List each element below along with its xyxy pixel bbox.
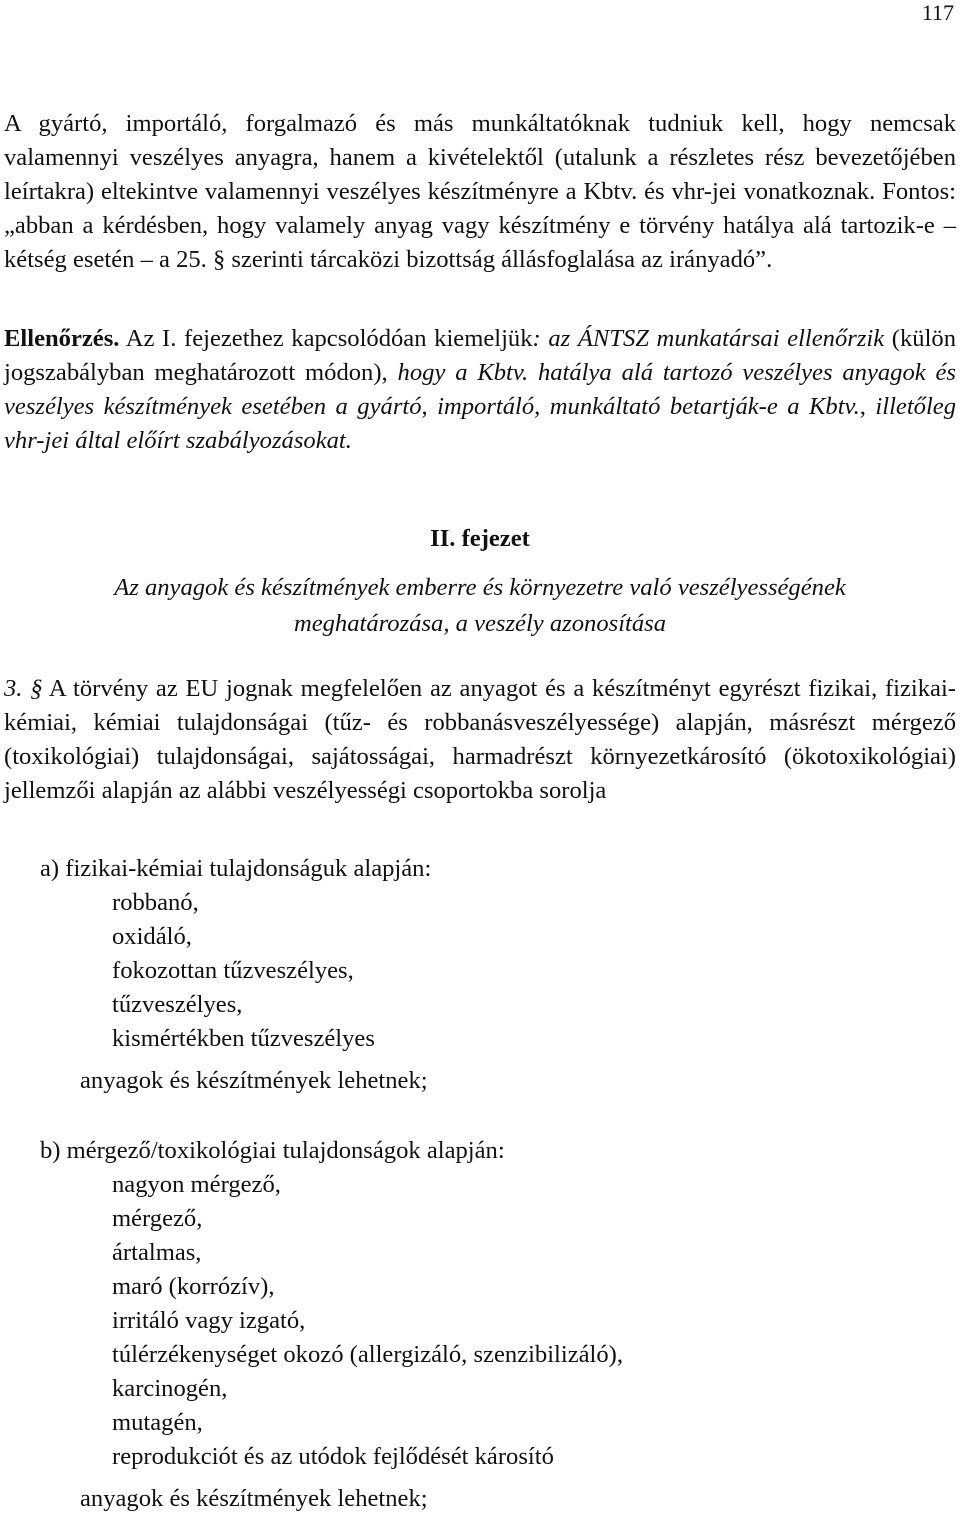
ellenorzes-text-2: (külön jogszabályban meghatározott módon),	[4, 325, 957, 386]
list-a-footer: anyagok és készítmények lehetnek;	[80, 1067, 428, 1094]
list-item: ártalmas,	[112, 1239, 202, 1266]
list-b-heading: b) mérgező/toxikológiai tulajdonságok alapján:	[40, 1137, 505, 1164]
chapter-title: II. fejezet	[430, 525, 530, 552]
list-item: kismértékben tűzveszélyes	[112, 1025, 375, 1052]
list-item: maró (korrózív),	[112, 1273, 275, 1300]
section-3-text: A törvény az EU jognak megfelelően az anyagot és a készítményt egyrészt fizikai, fizikai-kémiai, kémiai tulajdonságai (tűz- és robbanásveszélyessége) alapján, másrészt mérgező (toxikológiai) tulajdonságai, sajátosságai, harmadrészt környezetkárosító (ökotoxikológiai) jellemzői alapján az alábbi veszélyességi csoportokba sorolja	[4, 675, 956, 804]
page-number: 117	[921, 0, 954, 25]
ellenorzes-italic-1: : az ÁNTSZ munkatársai ellenőrzik	[532, 325, 885, 352]
list-item: reprodukciót és az utódok fejlődését károsító	[112, 1443, 554, 1470]
paragraph-intro: A gyártó, importáló, forgalmazó és más munkáltatóknak tudniuk kell, hogy nemcsak valamennyi veszélyes anyagra, hanem a kivételektől (utalunk a részletes rész bevezetőjében leírtakra) eltekintve valamennyi veszélyes készítményre a Kbtv. és vhr-jei vonatkoznak. Fontos: „abban a kérdésben, hogy valamely anyag vagy készítmény e törvény hatálya alá tartozik-e – kétség esetén – a 25. § szerinti tárcaközi bizottság állásfoglalása az irányadó”.	[4, 110, 956, 273]
section-sign: §	[30, 675, 43, 702]
list-a-heading: a) fizikai-kémiai tulajdonságuk alapján:	[40, 855, 432, 882]
list-item: mutagén,	[112, 1409, 203, 1436]
ellenorzes-text-1: Az I. fejezethez kapcsolódóan kiemeljük	[119, 325, 533, 352]
paragraph-ellenorzes	[4, 322, 956, 458]
list-b-footer: anyagok és készítmények lehetnek;	[80, 1485, 428, 1512]
list-a-items	[40, 886, 940, 1056]
paragraph-section-3	[4, 672, 956, 808]
list-item: irritáló vagy izgató,	[112, 1307, 306, 1334]
list-physical-chemical	[40, 852, 940, 1098]
list-item: robbanó,	[112, 889, 199, 916]
list-toxicological	[40, 1134, 940, 1516]
section-number: 3.	[4, 675, 23, 702]
ellenorzes-label: Ellenőrzés.	[4, 325, 120, 352]
list-item: mérgező,	[112, 1205, 203, 1232]
list-item: fokozottan tűzveszélyes,	[112, 957, 354, 984]
list-item: oxidáló,	[112, 923, 192, 950]
ellenorzes-italic-3: illetőleg vhr-jei által előírt szabályozásokat.	[4, 393, 957, 454]
list-item: tűzveszélyes,	[112, 991, 243, 1018]
list-b-items	[40, 1168, 940, 1474]
list-item: karcinogén,	[112, 1375, 228, 1402]
chapter-subtitle: Az anyagok és készítmények emberre és környezetre való veszélyességének meghatározása, a veszély azonosítása	[114, 574, 846, 637]
ellenorzes-text-3: ,	[859, 393, 876, 420]
ellenorzes-italic-2: hogy a Kbtv. hatálya alá tartozó veszélyes anyagok és veszélyes készítmények esetében a gyártó, importáló, munkáltató betartják-e a Kbtv.	[4, 359, 957, 420]
list-item: nagyon mérgező,	[112, 1171, 281, 1198]
list-item: túlérzékenységet okozó (allergizáló, szenzibilizáló),	[112, 1341, 624, 1368]
